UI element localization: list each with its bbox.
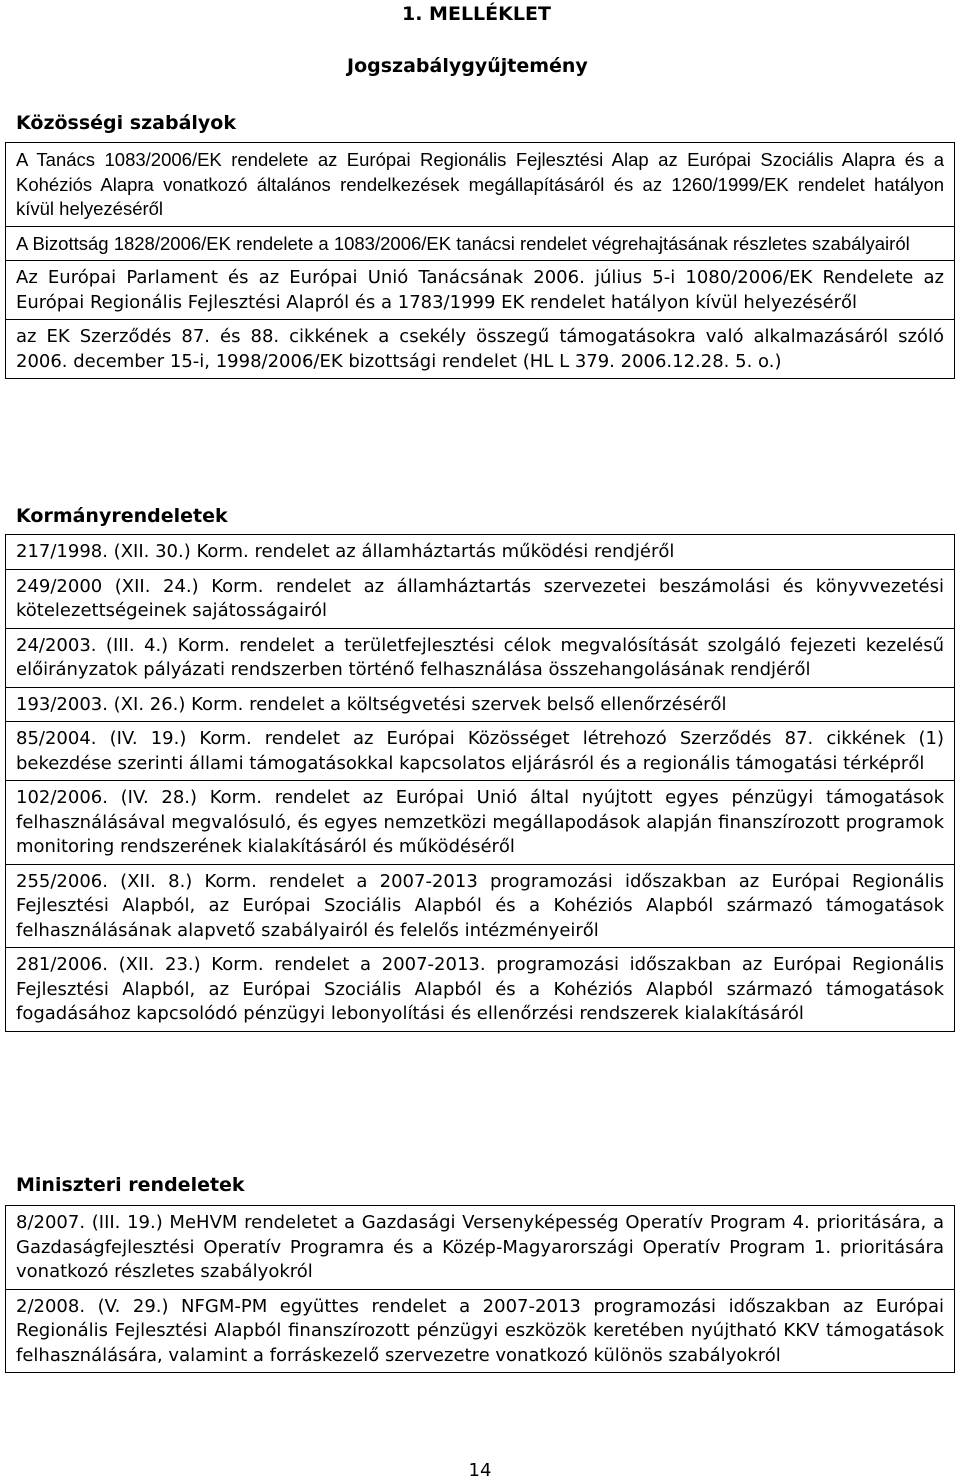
regulation-item: 102/2006. (IV. 28.) Korm. rendelet az Európai Unió által nyújtott egyes pénzügyi támogatások felhasználásával megvalósuló, és egyes nemzetközi megállapodások alapján finanszírozott programok monitoring rendszerének kialakításáról és működéséről — [6, 781, 954, 865]
regulation-item: A Bizottság 1828/2006/EK rendelete a 1083/2006/EK tanácsi rendelet végrehajtásának részletes szabályairól — [6, 227, 954, 262]
regulation-item: 24/2003. (III. 4.) Korm. rendelet a területfejlesztési célok megvalósítását szolgáló fejezeti kezelésű előirányzatok pályázati rendszerben történő felhasználása összehangolásának rendjéről — [6, 629, 954, 688]
regulation-item: 2/2008. (V. 29.) NFGM-PM együttes rendelet a 2007-2013 programozási időszakban az Európai Regionális Fejlesztési Alapból finanszírozott pénzügyi eszközök keretében nyújtható KKV támogatások felhasználására, valamint a forráskezelő szervezetre vonatkozó különös szabályokról — [16, 1295, 944, 1366]
regulation-item: A Tanács 1083/2006/EK rendelete az Európai Regionális Fejlesztési Alap az Európai Szociális Alapra és a Kohéziós Alapra vonatkozó általános rendelkezések megállapításáról és az 1260/1999/EK rendelet hatályon kívül helyezéséről — [6, 143, 954, 227]
collection-title: Jogszabálygyűjtemény — [347, 55, 588, 77]
page-number: 14 — [468, 1460, 492, 1481]
regulation-item: 217/1998. (XII. 30.) Korm. rendelet az államháztartás működési rendjéről — [6, 535, 954, 570]
regulation-item: 249/2000 (XII. 24.) Korm. rendelet az államháztartás szervezetei beszámolási és könyvvezetési kötelezettségeinek sajátosságairól — [6, 570, 954, 629]
section-title-ministerial-decrees: Miniszteri rendeletek — [16, 1174, 245, 1196]
community-rules-table — [5, 142, 955, 379]
regulation-item: 85/2004. (IV. 19.) Korm. rendelet az Európai Közösséget létrehozó Szerződés 87. cikkének (1) bekezdése szerinti állami támogatásokkal kapcsolatos eljárásról és a regionális támogatási térképről — [6, 722, 954, 781]
annex-title: 1. MELLÉKLET — [402, 3, 551, 25]
regulation-item: 281/2006. (XII. 23.) Korm. rendelet a 2007-2013. programozási időszakban az Európai Regionális Fejlesztési Alapból, az Európai Szociális Alapból és a Kohéziós Alapból származó támogatások fogadásához kapcsolódó pénzügyi lebonyolítási és ellenőrzési rendszerek kialakításáról — [16, 954, 944, 1024]
section-title-government-decrees: Kormányrendeletek — [16, 505, 228, 527]
regulation-item: az EK Szerződés 87. és 88. cikkének a csekély összegű támogatásokra való alkalmazásáról szóló 2006. december 15-i, 1998/2006/EK bizottsági rendelet (HL L 379. 2006.12.28. 5. o.) — [16, 326, 944, 372]
section-title-community-rules: Közösségi szabályok — [16, 112, 236, 134]
ministerial-decrees-table — [5, 1205, 955, 1373]
government-decrees-table — [5, 534, 955, 1032]
regulation-item: 255/2006. (XII. 8.) Korm. rendelet a 2007-2013 programozási időszakban az Európai Regionális Fejlesztési Alapból, az Európai Szociális Alapból és a Kohéziós Alapból származó támogatások felhasználásának alapvető szabályairól és felelős intézményeiről — [6, 865, 954, 949]
regulation-item: 193/2003. (XI. 26.) Korm. rendelet a költségvetési szervek belső ellenőrzéséről — [6, 688, 954, 723]
regulation-item: Az Európai Parlament és az Európai Unió Tanácsának 2006. július 5-i 1080/2006/EK Rendelete az Európai Regionális Fejlesztési Alapról és a 1783/1999 EK rendelet hatályon kívül helyezéséről — [6, 261, 954, 320]
regulation-item: 8/2007. (III. 19.) MeHVM rendeletet a Gazdasági Versenyképesség Operatív Program 4. prioritására, a Gazdaságfejlesztési Operatív Programra és a Közép-Magyarországi Operatív Program 1. prioritására vonatkozó részletes szabályokról — [6, 1206, 954, 1290]
